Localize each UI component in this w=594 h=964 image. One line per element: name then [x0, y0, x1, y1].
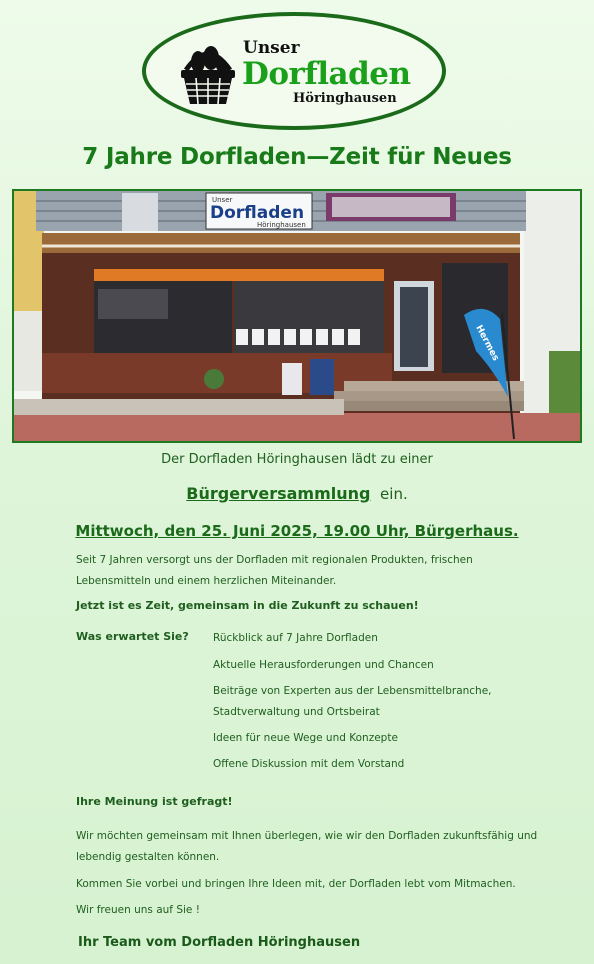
- shop-photo: [12, 189, 582, 443]
- expect-label: Was erwartet Sie?: [76, 630, 189, 643]
- assembly-title: Bürgerversammlung: [186, 484, 371, 503]
- agenda-item: Offene Diskussion mit dem Vorstand: [213, 758, 405, 770]
- signature: Ihr Team vom Dorfladen Höringhausen: [78, 935, 361, 950]
- agenda-item: Rückblick auf 7 Jahre Dorfladen: [213, 632, 378, 644]
- assembly-line: [0, 484, 594, 503]
- shop-sign-line2: Dorfladen: [210, 203, 305, 223]
- shop-sign-line1: Unser: [212, 196, 233, 204]
- invitation-line: Der Dorfladen Höringhausen lädt zu einer: [161, 452, 433, 467]
- logo-line-town: Höringhausen: [293, 91, 397, 106]
- opinion-heading: Ihre Meinung ist gefragt!: [76, 795, 233, 808]
- shop-photo-illustration: [14, 191, 580, 441]
- paragraph: Wir freuen uns auf Sie !: [76, 904, 200, 916]
- logo-line-dorfladen: Dorfladen: [242, 56, 411, 92]
- agenda-item: Ideen für neue Wege und Konzepte: [213, 732, 398, 744]
- agenda-item: Beiträge von Experten aus der Lebensmittelbranche, Stadtverwaltung und Ortsbeirat: [213, 685, 492, 718]
- logo-line-unser: Unser: [243, 38, 300, 58]
- assembly-suffix: ein.: [380, 485, 408, 503]
- event-date: Mittwoch, den 25. Juni 2025, 19.00 Uhr, Bürgerhaus.: [75, 522, 519, 540]
- paragraph: Kommen Sie vorbei und bringen Ihre Ideen mit, der Dorfladen lebt vom Mitmachen.: [76, 878, 516, 890]
- headline: 7 Jahre Dorfladen—Zeit für Neues: [82, 144, 512, 170]
- hermes-flag-text: Hermes: [473, 323, 501, 363]
- logo: [142, 12, 446, 130]
- paragraph: Wir möchten gemeinsam mit Ihnen überlegen, wie wir den Dorfladen zukunftsfähig und lebendig gestalten können.: [76, 830, 538, 863]
- call-to-action: Jetzt ist es Zeit, gemeinsam in die Zukunft zu schauen!: [76, 599, 419, 612]
- intro-paragraph: Seit 7 Jahren versorgt uns der Dorfladen mit regionalen Produkten, frischen Lebensmitteln und einem herzlichen Miteinander.: [76, 554, 473, 587]
- agenda-item: Aktuelle Herausforderungen und Chancen: [213, 659, 434, 671]
- basket-icon: [178, 40, 238, 106]
- shop-sign-line3: Höringhausen: [257, 221, 306, 229]
